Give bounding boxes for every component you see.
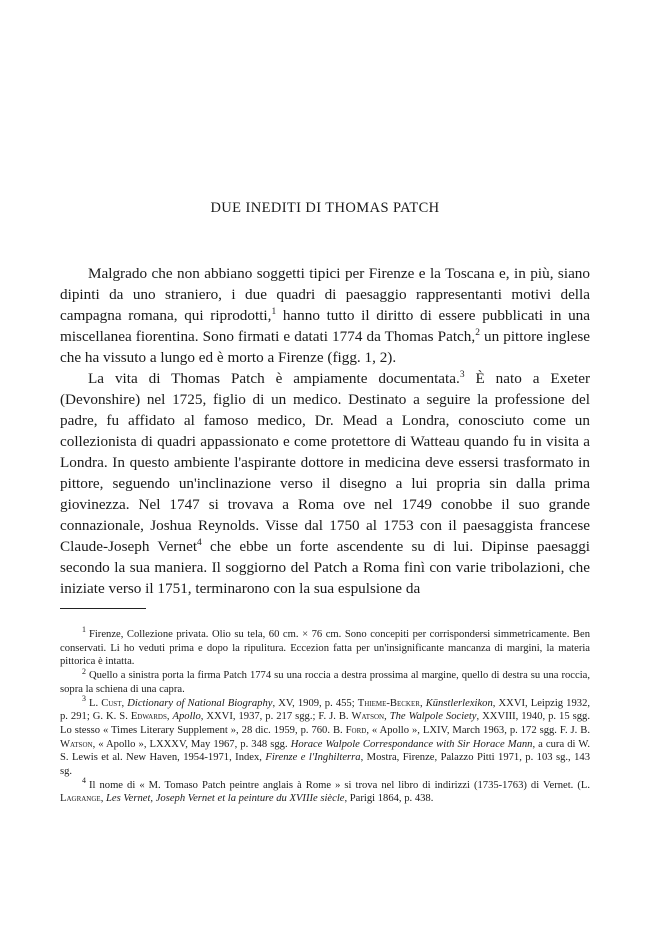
text-run: ,	[384, 711, 390, 723]
author-name: Watson	[60, 738, 93, 750]
text-run: , XXVIII, 1940, p. 15 sgg. Lo stesso « Times Literary Supplement », 28 dic. 1959, p. 760. B.	[60, 711, 590, 736]
text-run: , Mostra, Firenze, Palazzo Pitti 1971, p. 103 sg., 143 sg.	[60, 752, 590, 778]
text-run: , a cura di W. S. Lewis et al. New Haven, 1954-1971, Index,	[60, 738, 590, 764]
paragraph-2	[60, 368, 590, 599]
author-name: Watson	[351, 711, 385, 723]
footnote-ref-2[interactable]: 2	[475, 327, 480, 338]
work-title: Künstlerlexikon	[425, 697, 493, 709]
author-name: Ford	[345, 724, 367, 736]
text-run: , XV, 1909, p. 455;	[272, 697, 358, 709]
paragraph-1	[60, 263, 590, 368]
author-name: Thieme-Becker	[357, 697, 420, 709]
text-run: , « Apollo », LXIV, March 1963, p. 172 sgg. F. J. B.	[366, 724, 590, 736]
text-run: , « Apollo », LXXXV, May 1967, p. 348 sgg.	[92, 738, 291, 750]
author-name: Cust	[101, 697, 122, 709]
footnotes	[60, 625, 591, 806]
work-title: Firenze e l'Inghilterra	[265, 752, 361, 764]
document-page	[60, 0, 590, 940]
text-run: Malgrado che non abbiano soggetti tipici per Firenze e la Toscana e, in più, siano dipinti da uno straniero, i due quadri di paesaggio rappresentanti motivi della campagna romana, qui riprodotti,	[60, 265, 590, 324]
author-name: Lagrange	[60, 793, 101, 805]
footnote-number: 1	[82, 625, 86, 635]
text-run: La vita di Thomas Patch è ampiamente documentata.	[88, 370, 460, 387]
author-name: Edwards	[130, 711, 167, 723]
text-run: L.	[88, 697, 102, 709]
text-run: ,	[121, 697, 128, 709]
text-run: un pittore inglese che ha vissuto a lungo ed è morto a Firenze (figg. 1, 2).	[60, 328, 590, 366]
text-run: , Parigi 1864, p. 438.	[344, 793, 434, 805]
text-run: , XXVI, Leipzig 1932, p. 291; G. K. S.	[60, 697, 591, 723]
footnote-number: 2	[82, 666, 86, 676]
footnote-number: 3	[82, 693, 86, 703]
footnote-1	[60, 625, 590, 669]
footnote-text: Firenze, Collezione privata. Olio su tela, 60 cm. × 76 cm. Sono concepiti per corrispondersi simmetricamente. Ben conservati. Li ho veduti prima e dopo la ripulitura. Eccezion fatta per un'insignificante mancanza di margini, la materia pittorica è intatta.	[60, 629, 590, 668]
text-run: , XXVI, 1937, p. 217 sgg.; F. J. B.	[200, 711, 352, 723]
footnote-2	[60, 666, 590, 696]
text-run: È nato a Exeter (Devonshire) nel 1725, figlio di un medico. Destinato a seguire la professione del padre, fu affidato al famoso medico, Dr. Mead a Londra, conosciuto come un collezionista di quadri appassionato e come protettore di Watteau quando fu in visita a Londra. In questo ambiente l'aspirante dottore in medicina deve essersi trasformato in pittore, seguendo un'inclinazione verso il disegno a lui propria sin dalla prima giovinezza. Nel 1747 si trovava a Roma ove nel 1749 conobbe il suo grande connazionale, Joshua Reynolds. Visse dal 1750 al 1753 con il paesaggista francese Claude-Joseph Vernet	[60, 370, 590, 555]
footnote-ref-4[interactable]: 4	[197, 537, 202, 548]
text-run: ,	[166, 711, 173, 723]
text-run: hanno tutto il diritto di essere pubblicati in una miscellanea fiorentina. Sono firmati e datati 1774 da Thomas Patch,	[60, 307, 591, 345]
work-title: Dictionary of National Biography	[127, 697, 273, 709]
footnote-number: 4	[82, 776, 86, 786]
footnote-separator	[60, 608, 146, 609]
work-title: The Walpole Society	[389, 711, 477, 723]
work-title: Les Vernet, Joseph Vernet et la peinture du XVIIIe siècle	[106, 793, 345, 805]
article-title: DUE INEDITI DI THOMAS PATCH	[210, 200, 440, 216]
text-run: che ebbe un forte ascendente su di lui. Dipinse paesaggi secondo la sua maniera. Il soggiorno del Patch a Roma finì con varie tribolazioni, che iniziate verso il 1751, terminarono con la sua espulsione da	[60, 538, 591, 597]
footnote-3	[60, 693, 591, 779]
work-title: Apollo	[172, 711, 201, 723]
text-run: ,	[100, 793, 106, 805]
work-title: Horace Walpole Correspondance with Sir Horace Mann	[290, 738, 533, 750]
footnote-ref-3[interactable]: 3	[459, 369, 465, 380]
footnote-ref-1[interactable]: 1	[271, 306, 277, 317]
text-run: ,	[419, 697, 426, 709]
text-run: Il nome di « M. Tomaso Patch peintre anglais à Rome » si trova nel libro di indirizzi (1735-1763) di Vernet. (L.	[88, 779, 590, 791]
footnote-text: Quello a sinistra porta la firma Patch 1774 su una roccia a destra prossima al margine, quello di destra su una roccia, sopra la schiena di una capra.	[60, 670, 590, 695]
article-body	[60, 263, 590, 599]
footnote-4	[60, 776, 590, 806]
